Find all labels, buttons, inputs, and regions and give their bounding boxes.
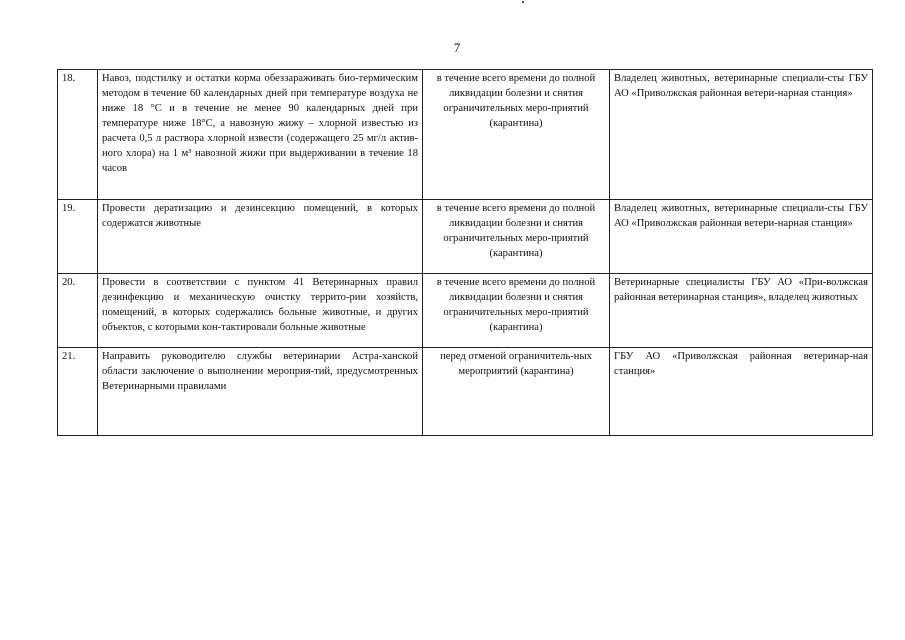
row-number: 18.	[58, 70, 98, 200]
table-row	[58, 274, 873, 348]
action-cell: Провести дератизацию и дезинсекцию помещений, в которых содержатся животные	[98, 200, 423, 274]
term-cell: в течение всего времени до полной ликвидации болезни и снятия ограничительных меро-приятий (карантина)	[423, 70, 610, 200]
responsible-cell: Ветеринарные специалисты ГБУ АО «При-волжская районная ветеринарная станция», владелец животных	[610, 274, 873, 348]
term-cell: перед отменой ограничитель-ных мероприятий (карантина)	[423, 348, 610, 436]
action-cell: Провести в соответствии с пунктом 41 Ветеринарных правил дезинфекцию и механическую очистку террито-рии хозяйств, помещений, в которых содержались больные животные, и других объектов, с которыми кон-тактировали больные животные	[98, 274, 423, 348]
scan-speck	[522, 1, 524, 3]
table-row	[58, 348, 873, 436]
responsible-cell: Владелец животных, ветеринарные специали-сты ГБУ АО «Приволжская районная ветери-нарная станция»	[610, 200, 873, 274]
responsible-cell: Владелец животных, ветеринарные специали-сты ГБУ АО «Приволжская районная ветери-нарная станция»	[610, 70, 873, 200]
responsible-cell: ГБУ АО «Приволжская районная ветеринар-ная станция»	[610, 348, 873, 436]
table-row	[58, 200, 873, 274]
row-number: 21.	[58, 348, 98, 436]
page-number: 7	[453, 40, 461, 55]
action-cell: Навоз, подстилку и остатки корма обеззараживать био-термическим методом в течение 60 календарных дней при температуре воздуха не ниже 18 °С и в течение не менее 90 календарных дней при температуре ниже 18°С, а навозную жижу – хлорной известью из расчета 0,5 л раствора хлорной извести (содержащего 25 мг/л актив-ного хлора) на 1 м³ навозной жижи при выдерживании в течение 18 часов	[98, 70, 423, 200]
row-number: 20.	[58, 274, 98, 348]
row-number: 19.	[58, 200, 98, 274]
term-cell: в течение всего времени до полной ликвидации болезни и снятия ограничительных меро-приятий (карантина)	[423, 200, 610, 274]
action-cell: Направить руководителю службы ветеринарии Астра-ханской области заключение о выполнении мероприя-тий, предусмотренных Ветеринарными правилами	[98, 348, 423, 436]
table-row	[58, 70, 873, 200]
measures-table	[57, 69, 873, 436]
term-cell: в течение всего времени до полной ликвидации болезни и снятия ограничительных меро-приятий (карантина)	[423, 274, 610, 348]
